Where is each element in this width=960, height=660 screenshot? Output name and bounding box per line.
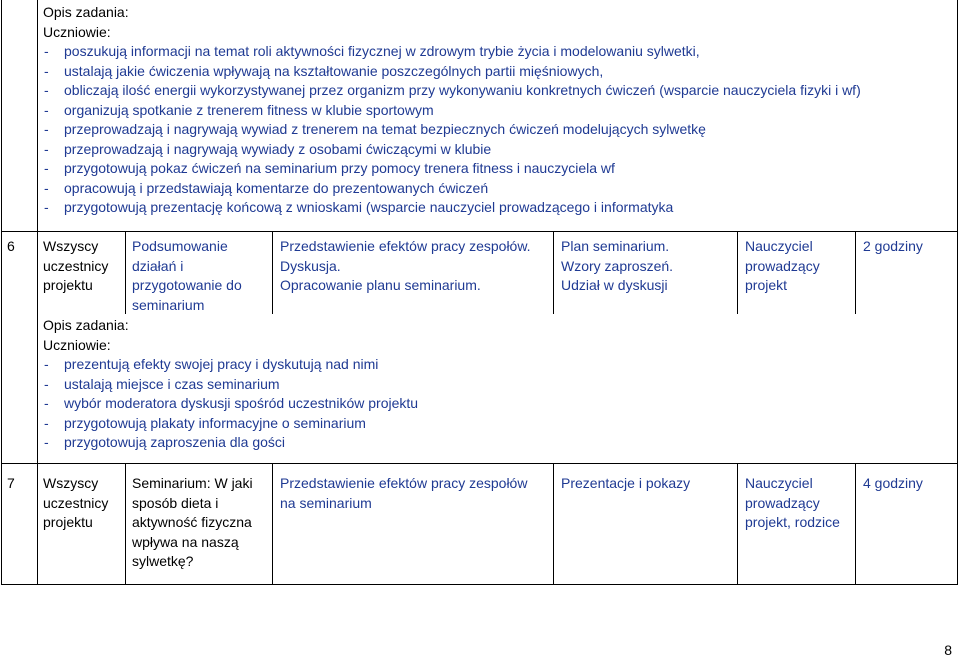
students-label: Uczniowie: [43, 23, 111, 40]
cell-line: prowadzący [745, 494, 820, 511]
list-item: - przygotowują pokaz ćwiczeń na seminarium przy pomocy trenera fitness i nauczyciela wf [43, 159, 861, 179]
cell-line: Opracowanie planu seminarium. [280, 277, 481, 293]
cell-line: Udział w dyskusji [561, 277, 668, 293]
cell-line: Wszyscy [43, 238, 99, 254]
list-item: - ustalają jakie ćwiczenia wpływają na kształtowanie poszczególnych partii mięśniowych, [43, 62, 861, 82]
cell-line: Prezentacje i pokazy [561, 475, 691, 491]
row-divider-7 [1, 463, 958, 464]
cell-line: projektu [43, 514, 93, 530]
row7-responsible [745, 474, 840, 533]
row6-col-divider [553, 231, 554, 314]
table-bottom-border [1, 584, 958, 585]
row-divider-6 [1, 231, 958, 232]
row6-col-divider [125, 231, 126, 314]
list-item: - przeprowadzają i nagrywają wywiad z trenerem na temat bezpiecznych ćwiczeń modelujących sylwetkę [43, 120, 861, 140]
cell-line: Plan seminarium. [561, 238, 670, 254]
cell-line: Nauczyciel [745, 238, 813, 254]
table-left-border [1, 0, 2, 584]
row6-col-divider [737, 231, 738, 314]
cell-line: projekt, rodzice [745, 514, 840, 530]
students-label: Uczniowie: [43, 336, 111, 353]
row7-col-divider [737, 463, 738, 584]
list-item: - obliczają ilość energii wykorzystywanej przez organizm przy wykonywaniu konkretnych ćwiczeń (wsparcie nauczyciela fizyki i wf) [43, 81, 861, 101]
cell-line: Wzory zaproszeń. [561, 257, 674, 274]
row7-col-divider [272, 463, 273, 584]
table-number-column-divider [37, 0, 38, 584]
row6-topic [132, 237, 242, 315]
cell-line: przygotowanie do [132, 277, 242, 293]
task-description-heading: Opis zadania: [43, 4, 129, 20]
row7-col-divider [125, 463, 126, 584]
cell-line: prowadzący [745, 257, 820, 274]
row7-time: 4 godziny [863, 475, 923, 491]
list-item: - organizują spotkanie z trenerem fitness w klubie sportowym [43, 101, 861, 121]
cell-line: Przedstawienie efektów pracy zespołów [280, 475, 528, 491]
row6-participants [43, 237, 108, 296]
list-item: - przygotowują prezentację końcową z wnioskami (wsparcie nauczyciel prowadzącego i informatyka [43, 198, 861, 218]
row6-results [561, 237, 673, 296]
row6-number: 6 [7, 238, 15, 254]
row7-forms [280, 474, 527, 513]
list-item: - przeprowadzają i nagrywają wywiady z osobami ćwiczącymi w klubie [43, 140, 861, 160]
task-description-heading: Opis zadania: [43, 317, 129, 333]
row6-task-description [43, 316, 418, 453]
row6-col-divider [855, 231, 856, 314]
list-item: - opracowują i przedstawiają komentarze do prezentowanych ćwiczeń [43, 179, 861, 199]
cell-line: Nauczyciel [745, 475, 813, 491]
cell-line: sposób dieta i [132, 494, 219, 511]
cell-line: Seminarium: W jaki [132, 475, 253, 491]
row7-results [561, 474, 690, 494]
cell-line: uczestnicy [43, 257, 109, 274]
row7-col-divider [553, 463, 554, 584]
cell-line: Dyskusja. [280, 257, 341, 274]
list-item: - przygotowują plakaty informacyjne o seminarium [43, 414, 418, 434]
cell-line: działań i [132, 257, 184, 274]
cell-line: projekt [745, 277, 788, 293]
list-item: - poszukują informacji na temat roli aktywności fizycznej w zdrowym trybie życia i modelowaniu sylwetki, [43, 42, 861, 62]
row6-col-divider [272, 231, 273, 314]
row7-participants [43, 474, 108, 533]
list-item: - prezentują efekty swojej pracy i dyskutują nad nimi [43, 355, 418, 375]
cell-line: Wszyscy [43, 475, 99, 491]
cell-line: na seminarium [280, 494, 372, 511]
cell-line: wpływa na naszą [132, 533, 239, 550]
list-item: - ustalają miejsce i czas seminarium [43, 375, 418, 395]
row6-responsible [745, 237, 820, 296]
cell-line: aktywność fizyczna [132, 514, 252, 530]
cell-line: seminarium [132, 296, 205, 313]
cell-line: Przedstawienie efektów pracy zespołów. [280, 238, 531, 254]
table-right-border [957, 0, 958, 584]
row7-number: 7 [7, 475, 15, 491]
row6-time: 2 godziny [863, 238, 923, 254]
cell-line: uczestnicy [43, 494, 109, 511]
task-description-block [43, 3, 861, 218]
cell-line: projektu [43, 277, 93, 293]
row7-col-divider [855, 463, 856, 584]
list-item: - przygotowują zaproszenia dla gości [43, 433, 418, 453]
cell-line: sylwetkę? [132, 553, 194, 569]
task-list [43, 355, 418, 453]
cell-line: Podsumowanie [132, 238, 228, 254]
row6-forms [280, 237, 531, 296]
task-list [43, 42, 861, 218]
list-item: - wybór moderatora dyskusji spośród uczestników projektu [43, 394, 418, 414]
page-number: 8 [944, 642, 952, 658]
row7-topic [132, 474, 253, 572]
